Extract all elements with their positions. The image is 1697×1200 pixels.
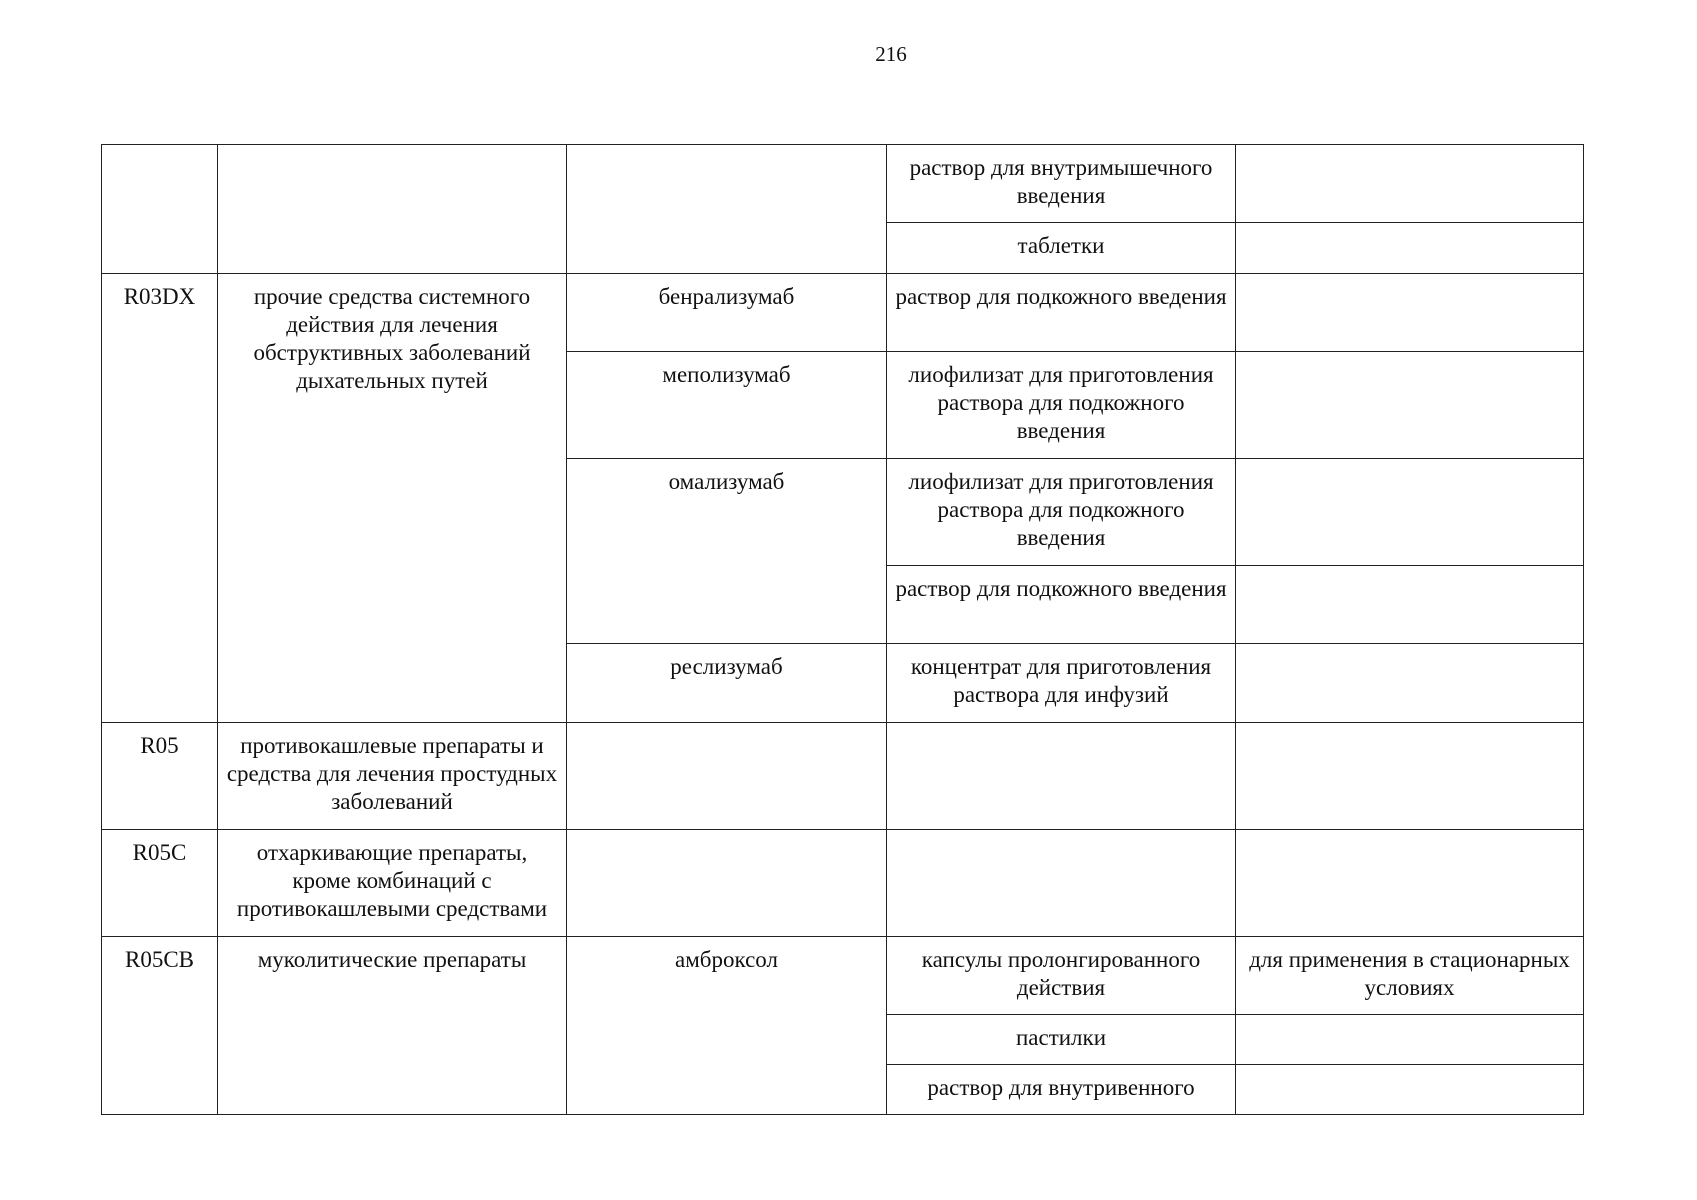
table-row <box>102 723 1584 830</box>
dosage-form-cell <box>887 830 1236 937</box>
drug-name-cell <box>567 830 887 937</box>
table-row <box>102 145 1584 223</box>
drug-name-cell: бенрализумаб <box>567 274 887 352</box>
dosage-form-cell <box>887 723 1236 830</box>
atc-group-cell: прочие средства системного действия для лечения обструктивных заболеваний дыхательных путей <box>218 274 567 723</box>
note-cell <box>1236 644 1584 723</box>
note-cell <box>1236 830 1584 937</box>
note-cell <box>1236 352 1584 459</box>
atc-group-cell <box>218 145 567 274</box>
drug-name-cell <box>567 145 887 274</box>
dosage-form-cell: пастилки <box>887 1015 1236 1065</box>
note-cell <box>1236 459 1584 566</box>
note-cell <box>1236 1015 1584 1065</box>
drug-list-table <box>101 144 1584 1115</box>
dosage-form-cell: лиофилизат для приготовления раствора для подкожного введения <box>887 352 1236 459</box>
dosage-form-cell: раствор для внутривенного <box>887 1065 1236 1115</box>
note-cell <box>1236 145 1584 223</box>
note-cell <box>1236 566 1584 644</box>
drug-name-cell: меполизумаб <box>567 352 887 459</box>
dosage-form-cell: раствор для подкожного введения <box>887 274 1236 352</box>
atc-code-cell: R05 <box>102 723 218 830</box>
dosage-form-cell: таблетки <box>887 223 1236 274</box>
dosage-form-cell: капсулы пролонгированного действия <box>887 937 1236 1015</box>
page-number: 216 <box>875 42 907 66</box>
dosage-form-cell: концентрат для приготовления раствора для инфузий <box>887 644 1236 723</box>
atc-group-cell: муколитические препараты <box>218 937 567 1115</box>
atc-code-cell <box>102 145 218 274</box>
drug-name-cell: реслизумаб <box>567 644 887 723</box>
table-row <box>102 830 1584 937</box>
note-cell <box>1236 223 1584 274</box>
dosage-form-cell: раствор для подкожного введения <box>887 566 1236 644</box>
dosage-form-cell: лиофилизат для приготовления раствора для подкожного введения <box>887 459 1236 566</box>
atc-code-cell: R05CB <box>102 937 218 1115</box>
atc-group-cell: противокашлевые препараты и средства для лечения простудных заболеваний <box>218 723 567 830</box>
drug-name-cell <box>567 723 887 830</box>
note-cell <box>1236 723 1584 830</box>
atc-group-cell: отхаркивающие препараты, кроме комбинаций с противокашлевыми средствами <box>218 830 567 937</box>
dosage-form-cell: раствор для внутримышечного введения <box>887 145 1236 223</box>
note-cell <box>1236 1065 1584 1115</box>
atc-code-cell: R03DX <box>102 274 218 723</box>
note-cell <box>1236 274 1584 352</box>
atc-code-cell: R05C <box>102 830 218 937</box>
drug-name-cell: амброксол <box>567 937 887 1115</box>
note-cell: для применения в стационарных условиях <box>1236 937 1584 1015</box>
table-row <box>102 937 1584 1015</box>
drug-name-cell: омализумаб <box>567 459 887 644</box>
table-row <box>102 274 1584 352</box>
